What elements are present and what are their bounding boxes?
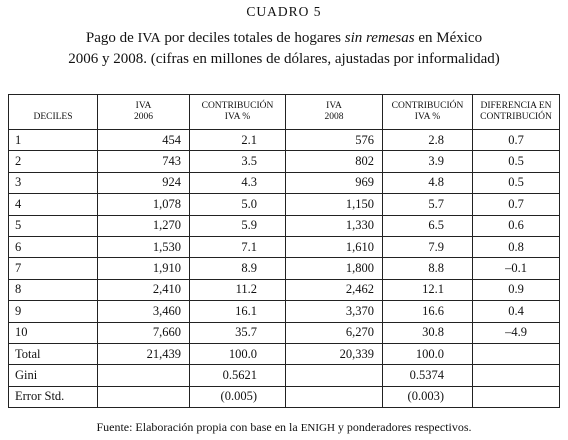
cell-contrib-2006: 5.9	[190, 215, 286, 236]
title-emphasis: sin remesas	[344, 30, 415, 46]
cell-difference: 0.5	[473, 172, 560, 193]
cell-iva-2006: 2,410	[98, 279, 190, 300]
cell-decil: 10	[9, 322, 98, 343]
cell-contrib-2008: 4.8	[383, 172, 473, 193]
cell-decil: 5	[9, 215, 98, 236]
cell-decil: 3	[9, 172, 98, 193]
cell-decil: 1	[9, 130, 98, 151]
cell-decil: 8	[9, 279, 98, 300]
cell-iva-2006: 7,660	[98, 322, 190, 343]
cell-contrib-2006: 35.7	[190, 322, 286, 343]
cell-empty	[98, 386, 190, 407]
table-row	[9, 130, 560, 151]
cell-iva-2008: 1,330	[286, 215, 383, 236]
cell-contrib-2006: 8.9	[190, 258, 286, 279]
cell-contrib-2008: 16.6	[383, 301, 473, 322]
title-text: Pago de	[85, 30, 138, 46]
table-row	[9, 215, 560, 236]
cell-contrib-2006: 2.1	[190, 130, 286, 151]
cell-difference: 0.7	[473, 194, 560, 215]
cell-contrib-2008: 8.8	[383, 258, 473, 279]
total-row	[9, 343, 560, 364]
cell-contrib-2008: 3.9	[383, 151, 473, 172]
header-iva-2008: IVA 2008	[286, 95, 383, 130]
cell-contrib-2008: 2.8	[383, 130, 473, 151]
cell-iva-2008: 6,270	[286, 322, 383, 343]
cell-gini-2008: 0.5374	[383, 365, 473, 386]
table-row	[9, 279, 560, 300]
title-line-2: 2006 y 2008. (cifras en millones de dólares, ajustadas por informalidad)	[68, 51, 500, 67]
cell-iva-2008: 802	[286, 151, 383, 172]
cell-error-2006: (0.005)	[190, 386, 286, 407]
cell-iva-2006: 454	[98, 130, 190, 151]
header-deciles: DECILES	[9, 95, 98, 130]
cell-gini-2006: 0.5621	[190, 365, 286, 386]
cell-iva-2008: 1,610	[286, 236, 383, 257]
cell-contrib-2008: 5.7	[383, 194, 473, 215]
cell-total-contrib-2008: 100.0	[383, 343, 473, 364]
cell-difference: 0.9	[473, 279, 560, 300]
cell-contrib-2006: 11.2	[190, 279, 286, 300]
table-row	[9, 322, 560, 343]
cell-empty	[473, 386, 560, 407]
cell-contrib-2008: 6.5	[383, 215, 473, 236]
cell-difference: –4.9	[473, 322, 560, 343]
table-row	[9, 151, 560, 172]
table-row	[9, 301, 560, 322]
cell-iva-2006: 3,460	[98, 301, 190, 322]
cell-iva-2008: 576	[286, 130, 383, 151]
cell-total-iva-2008: 20,339	[286, 343, 383, 364]
header-iva-2006: IVA 2006	[98, 95, 190, 130]
cell-iva-2006: 1,910	[98, 258, 190, 279]
cell-total-difference	[473, 343, 560, 364]
cell-iva-2006: 1,530	[98, 236, 190, 257]
header-contrib-2008: CONTRIBUCIÓN IVA %	[383, 95, 473, 130]
cell-empty	[286, 386, 383, 407]
cell-iva-2008: 2,462	[286, 279, 383, 300]
cell-decil: 7	[9, 258, 98, 279]
cell-difference: 0.6	[473, 215, 560, 236]
cell-iva-2006: 743	[98, 151, 190, 172]
title-iva: IVA	[137, 31, 161, 46]
cell-difference: 0.5	[473, 151, 560, 172]
cell-contrib-2008: 12.1	[383, 279, 473, 300]
title-text: en México	[414, 30, 483, 46]
cell-contrib-2006: 7.1	[190, 236, 286, 257]
cell-decil: 9	[9, 301, 98, 322]
header-difference: DIFERENCIA EN CONTRIBUCIÓN	[473, 95, 560, 130]
cell-gini-label: Gini	[9, 365, 98, 386]
cell-contrib-2006: 3.5	[190, 151, 286, 172]
cell-iva-2008: 969	[286, 172, 383, 193]
source-text: y ponderadores respectivos.	[334, 420, 472, 434]
cell-contrib-2008: 7.9	[383, 236, 473, 257]
cell-difference: 0.7	[473, 130, 560, 151]
cell-total-iva-2006: 21,439	[98, 343, 190, 364]
cell-iva-2008: 1,150	[286, 194, 383, 215]
cell-contrib-2006: 16.1	[190, 301, 286, 322]
iva-table	[8, 94, 560, 408]
source-enigh: ENIGH	[300, 422, 335, 434]
cell-empty	[98, 365, 190, 386]
cell-error-2008: (0.003)	[383, 386, 473, 407]
gini-row	[9, 365, 560, 386]
title-line-1	[0, 28, 568, 49]
cell-iva-2006: 1,078	[98, 194, 190, 215]
cell-contrib-2008: 30.8	[383, 322, 473, 343]
cell-iva-2008: 1,800	[286, 258, 383, 279]
cell-difference: –0.1	[473, 258, 560, 279]
table-row	[9, 194, 560, 215]
title-text: por deciles totales de hogares	[160, 30, 345, 46]
cell-empty	[473, 365, 560, 386]
header-contrib-2006: CONTRIBUCIÓN IVA %	[190, 95, 286, 130]
cell-decil: 2	[9, 151, 98, 172]
table-row	[9, 172, 560, 193]
table-row	[9, 258, 560, 279]
cell-decil: 6	[9, 236, 98, 257]
cell-error-label: Error Std.	[9, 386, 98, 407]
table-row	[9, 236, 560, 257]
cell-iva-2006: 924	[98, 172, 190, 193]
cell-difference: 0.4	[473, 301, 560, 322]
cell-empty	[286, 365, 383, 386]
table-number: CUADRO 5	[246, 4, 322, 19]
cell-iva-2008: 3,370	[286, 301, 383, 322]
cell-total-label: Total	[9, 343, 98, 364]
cell-total-contrib-2006: 100.0	[190, 343, 286, 364]
cell-difference: 0.8	[473, 236, 560, 257]
cell-decil: 4	[9, 194, 98, 215]
source-note	[0, 420, 568, 435]
cell-contrib-2006: 4.3	[190, 172, 286, 193]
cell-contrib-2006: 5.0	[190, 194, 286, 215]
cell-iva-2006: 1,270	[98, 215, 190, 236]
source-text: Fuente: Elaboración propia con base en la	[96, 420, 301, 434]
table-title	[0, 28, 568, 69]
header-row	[9, 95, 560, 130]
error-row	[9, 386, 560, 407]
